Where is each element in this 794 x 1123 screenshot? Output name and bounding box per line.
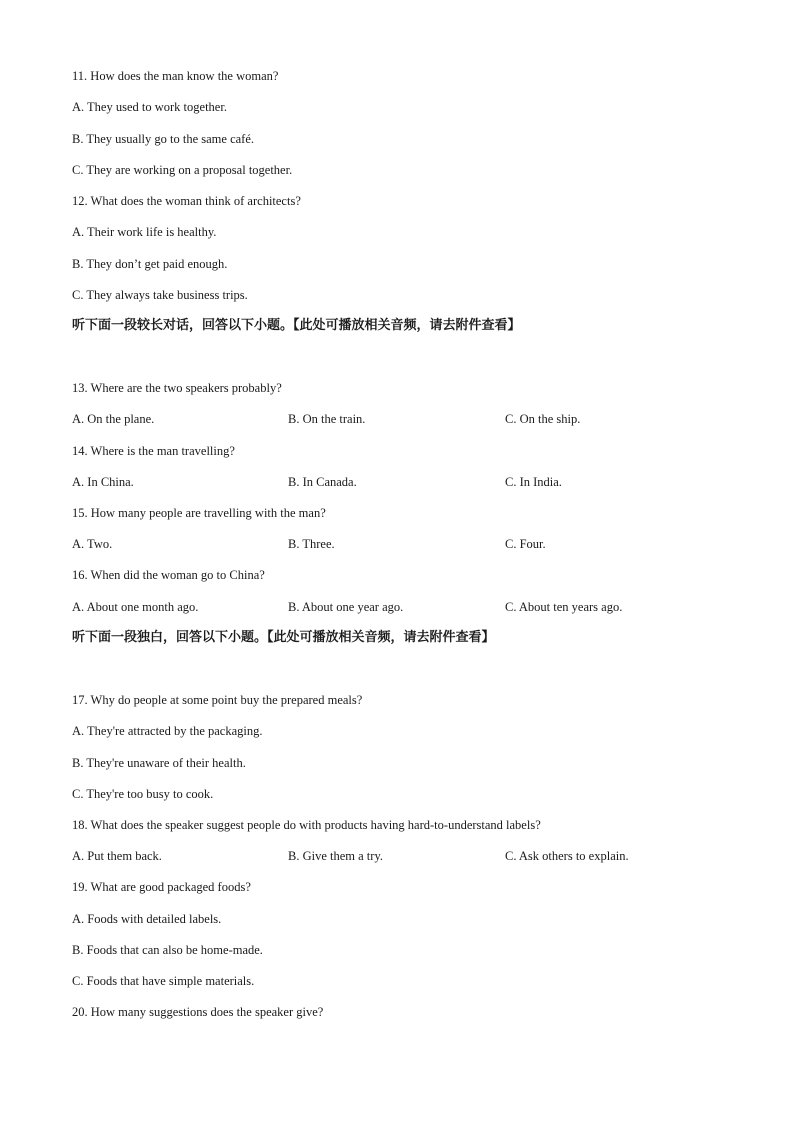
question-11-stem: 11. How does the man know the woman? bbox=[72, 69, 279, 83]
question-13-stem: 13. Where are the two speakers probably? bbox=[72, 381, 282, 395]
question-15-option-a: A. Two. bbox=[72, 537, 113, 551]
question-18-stem: 18. What does the speaker suggest people do with products having hard-to-understand labels? bbox=[72, 818, 541, 832]
question-13-option-b: B. On the train. bbox=[288, 412, 366, 426]
question-12-option-c: C. They always take business trips. bbox=[72, 288, 248, 302]
question-11-option-a: A. They used to work together. bbox=[72, 100, 227, 114]
question-16-stem: 16. When did the woman go to China? bbox=[72, 568, 265, 582]
question-19-option-b: B. Foods that can also be home-made. bbox=[72, 943, 263, 957]
question-17-stem: 17. Why do people at some point buy the prepared meals? bbox=[72, 693, 363, 707]
question-16-option-b: B. About one year ago. bbox=[288, 600, 404, 614]
question-15-stem: 15. How many people are travelling with the man? bbox=[72, 506, 326, 520]
question-14-option-c: C. In India. bbox=[505, 475, 562, 489]
question-18-option-a: A. Put them back. bbox=[72, 849, 162, 863]
section-instruction-monologue: 听下面一段独白，回答以下小题。【此处可播放相关音频，请去附件查看】 bbox=[72, 630, 495, 645]
question-16-option-a: A. About one month ago. bbox=[72, 600, 199, 614]
question-11-option-c: C. They are working on a proposal together. bbox=[72, 163, 293, 177]
question-20-stem: 20. How many suggestions does the speaker give? bbox=[72, 1005, 324, 1019]
question-18-option-c: C. Ask others to explain. bbox=[505, 849, 629, 863]
question-14-option-a: A. In China. bbox=[72, 475, 134, 489]
question-12-option-b: B. They don’t get paid enough. bbox=[72, 257, 228, 271]
question-14-stem: 14. Where is the man travelling? bbox=[72, 444, 235, 458]
question-12-option-a: A. Their work life is healthy. bbox=[72, 225, 217, 239]
section-instruction-dialogue: 听下面一段较长对话，回答以下小题。【此处可播放相关音频，请去附件查看】 bbox=[72, 318, 521, 333]
question-19-stem: 19. What are good packaged foods? bbox=[72, 880, 251, 894]
question-11-option-b: B. They usually go to the same café. bbox=[72, 132, 255, 146]
question-17-option-b: B. They're unaware of their health. bbox=[72, 756, 246, 770]
question-15-option-b: B. Three. bbox=[288, 537, 335, 551]
question-13-option-a: A. On the plane. bbox=[72, 412, 155, 426]
question-14-option-b: B. In Canada. bbox=[288, 475, 357, 489]
question-19-option-a: A. Foods with detailed labels. bbox=[72, 912, 222, 926]
question-16-option-c: C. About ten years ago. bbox=[505, 600, 623, 614]
question-12-stem: 12. What does the woman think of architects? bbox=[72, 194, 301, 208]
question-17-option-c: C. They're too busy to cook. bbox=[72, 787, 214, 801]
question-19-option-c: C. Foods that have simple materials. bbox=[72, 974, 255, 988]
question-13-option-c: C. On the ship. bbox=[505, 412, 581, 426]
question-15-option-c: C. Four. bbox=[505, 537, 546, 551]
question-17-option-a: A. They're attracted by the packaging. bbox=[72, 724, 263, 738]
question-18-option-b: B. Give them a try. bbox=[288, 849, 384, 863]
